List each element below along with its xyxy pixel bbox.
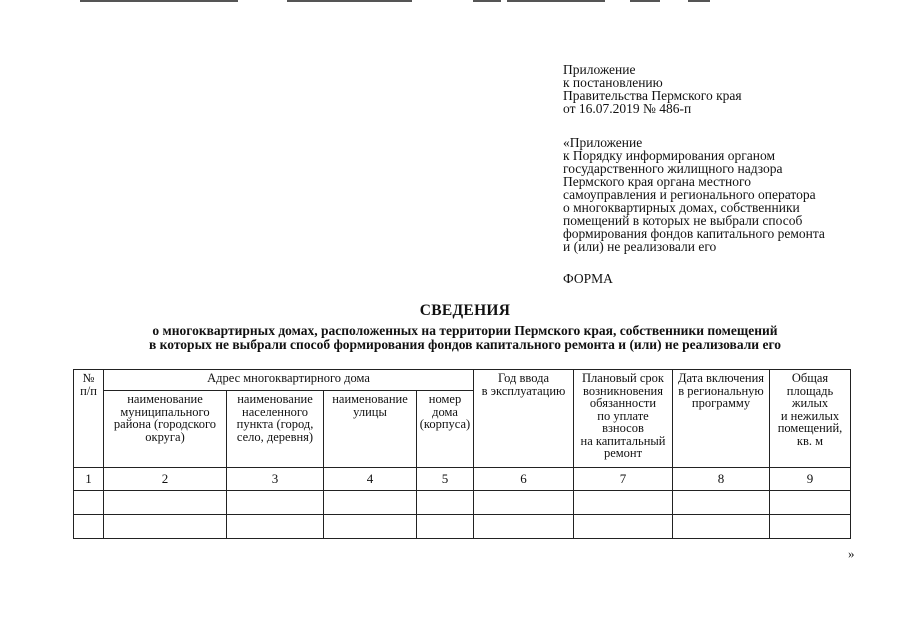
- empty-cell: [770, 515, 851, 539]
- header-inclusion-date: [673, 370, 770, 468]
- header-text: взносов: [602, 421, 644, 435]
- header-text: село, деревня): [236, 429, 314, 444]
- appendix-order-line: государственного жилищного надзора: [563, 161, 783, 176]
- table-row: [74, 491, 851, 515]
- header-text: дома: [432, 404, 458, 419]
- appendix-to-order: [563, 136, 825, 253]
- column-number: 9: [770, 468, 851, 491]
- header-text: округа): [145, 429, 185, 444]
- appendix-order-line: «Приложение: [563, 135, 643, 150]
- empty-cell: [227, 515, 324, 539]
- header-text: (корпуса): [419, 417, 471, 431]
- appendix-order-line: самоуправления и регионального оператора: [563, 187, 816, 202]
- header-text: Общая: [791, 371, 829, 385]
- appendix-order-line: о многоквартирных домах, собственники: [563, 200, 800, 215]
- top-edge-line: [630, 0, 660, 2]
- header-text: по уплате: [597, 408, 649, 423]
- header-text: жилых: [791, 396, 829, 410]
- header-text: наименование: [127, 392, 203, 406]
- header-text: наименование: [237, 392, 313, 406]
- header-house-number: [417, 391, 474, 468]
- document-subtitle-line-1: о многоквартирных домах, расположенных на территории Пермского края, собственники помещений: [152, 323, 778, 338]
- top-edge-line: [507, 0, 605, 2]
- empty-cell: [324, 491, 417, 515]
- header-text: помещений,: [777, 421, 843, 435]
- empty-cell: [770, 491, 851, 515]
- column-number: 2: [104, 468, 227, 491]
- header-year-commissioned: [474, 370, 574, 468]
- header-text: наименование: [332, 392, 408, 406]
- appendix-header-line: Правительства Пермского края: [563, 88, 742, 103]
- header-text: в региональную: [678, 383, 764, 398]
- header-text: на капитальный: [580, 433, 666, 448]
- column-number: 8: [673, 468, 770, 491]
- empty-cell: [673, 515, 770, 539]
- header-number: [74, 370, 104, 468]
- empty-cell: [474, 491, 574, 515]
- empty-cell: [227, 491, 324, 515]
- empty-cell: [74, 515, 104, 539]
- form-label: [563, 272, 613, 285]
- table-row: [74, 515, 851, 539]
- appendix-order-line: помещений в которых не выбрали способ: [563, 213, 803, 228]
- column-number: 6: [474, 468, 574, 491]
- empty-cell: [324, 515, 417, 539]
- column-number: 7: [574, 468, 673, 491]
- header-text: Плановый срок: [582, 371, 664, 385]
- empty-cell: [74, 491, 104, 515]
- empty-cell: [104, 491, 227, 515]
- header-text: улицы: [353, 404, 387, 419]
- top-edge-line: [80, 0, 238, 2]
- document-title: СВЕДЕНИЯ: [419, 302, 511, 319]
- document-subtitle-line-2: в которых не выбрали способ формирования фондов капитального ремонта и (или) не реализовали его: [149, 337, 781, 352]
- appendix-order-line: формирования фондов капитального ремонта: [563, 226, 825, 241]
- top-edge-line: [688, 0, 710, 2]
- form-label-text: ФОРМА: [563, 271, 613, 286]
- empty-cell: [104, 515, 227, 539]
- header-text: программу: [691, 396, 751, 410]
- header-street: [324, 391, 417, 468]
- header-text: возникновения: [583, 383, 663, 398]
- header-planned-date: [574, 370, 673, 468]
- header-address-group: Адрес многоквартирного дома: [104, 370, 474, 391]
- appendix-order-line: Пермского края органа местного: [563, 174, 751, 189]
- column-number: 3: [227, 468, 324, 491]
- header-text: площадь: [786, 383, 834, 398]
- header-text: в эксплуатацию: [481, 383, 566, 398]
- appendix-order-line: к Порядку информирования органом: [563, 148, 776, 163]
- closing-quote: »: [848, 546, 855, 561]
- header-text: Год ввода: [497, 371, 550, 385]
- header-text: населенного: [242, 404, 308, 419]
- column-number: 4: [324, 468, 417, 491]
- appendix-header-line: к постановлению: [563, 75, 663, 90]
- header-text: №: [82, 371, 95, 385]
- header-text: ремонт: [603, 446, 643, 460]
- empty-cell: [673, 491, 770, 515]
- header-text: муниципального: [120, 404, 210, 419]
- column-number: 5: [417, 468, 474, 491]
- empty-cell: [474, 515, 574, 539]
- column-number-row: [74, 468, 851, 491]
- appendix-header-line: Приложение: [563, 62, 636, 77]
- header-text: и нежилых: [780, 408, 840, 423]
- header-municipal-district: [104, 391, 227, 468]
- header-text: пункта (город,: [236, 417, 314, 431]
- column-number: 1: [74, 468, 104, 491]
- header-text: обязанности: [589, 396, 657, 410]
- header-text: Дата включения: [677, 371, 765, 385]
- empty-cell: [417, 491, 474, 515]
- header-text: номер: [428, 392, 462, 406]
- empty-cell: [574, 515, 673, 539]
- header-text: п/п: [80, 383, 97, 398]
- top-edge-line: [473, 0, 501, 2]
- header-settlement: [227, 391, 324, 468]
- top-edge-line: [287, 0, 412, 2]
- appendix-order-line: и (или) не реализовали его: [563, 239, 717, 254]
- appendix-header-line: от 16.07.2019 № 486-п: [563, 101, 692, 116]
- header-text: кв. м: [796, 433, 824, 448]
- header-total-area: [770, 370, 851, 468]
- appendix-header: [563, 63, 742, 115]
- header-text: района (городского: [113, 417, 217, 431]
- empty-cell: [417, 515, 474, 539]
- data-table: [73, 369, 851, 539]
- empty-cell: [574, 491, 673, 515]
